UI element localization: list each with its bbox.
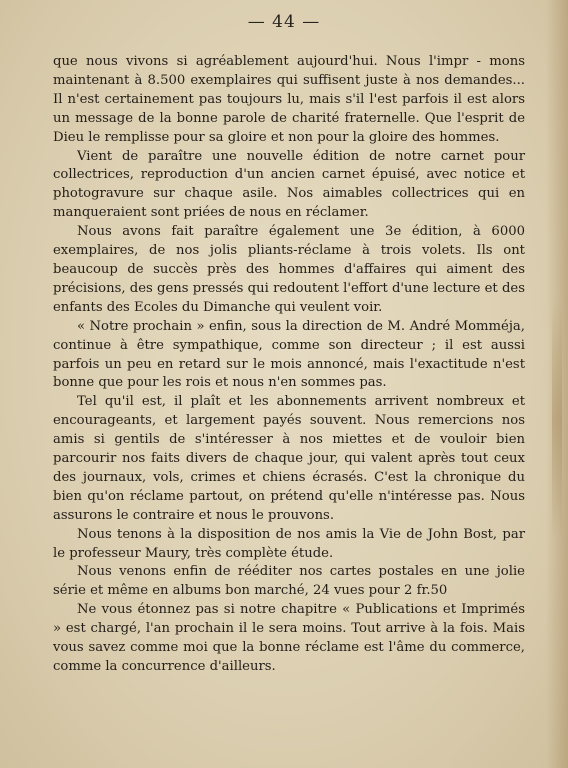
paragraph-notre-prochain: « Notre prochain » enfin, sous la direction de M. André Momméja, continue à être sympathique, comme son directeur ; il est aussi parfois un peu en retard sur le mois annoncé, mais l'exactitude n'est bonne que pour les rois et nous n'en sommes pas. <box>53 318 525 391</box>
paragraph-cartes-postales: Nous venons enfin de rééditer nos cartes postales en une jolie série et même en albums bon marché, 24 vues pour 2 fr.50 <box>53 564 525 599</box>
page-number: — 44 — <box>247 12 321 32</box>
paragraph-publications: Ne vous étonnez pas si notre chapitre « Publications et Imprimés » est chargé, l'an prochain il le sera moins. Tout arrive à la fois. Mais vous savez comme moi que la bonne réclame est l'âme du commerce, comme la concurrence d'ailleurs. <box>53 602 525 674</box>
paragraph-continued: que nous vivons si agréablement aujourd'hui. Nous l'impr - mons maintenant à 8.500 exemplaires qui suffisent juste à nos demandes... Il n'est certainement pas toujours lu, mais s'il l'est parfois il est alors un message de la bonne parole de charité fraternelle. Que l'esprit de Dieu le remplisse pour sa gloire et non pour la gloire des hommes. <box>53 54 525 145</box>
body-text <box>53 53 525 677</box>
paper-stain <box>552 300 562 540</box>
paragraph-carnet-collectrices: Vient de paraître une nouvelle édition de notre carnet pour collectrices, reproduction d'un ancien carnet épuisé, avec notice et photogravure sur chaque asile. Nos aimables collectrices qui en manqueraient sont priées de nous en réclamer. <box>53 148 525 221</box>
paragraph-vie-john-bost: Nous tenons à la disposition de nos amis la Vie de John Bost, par le professeur Maury, très complète étude. <box>53 526 525 561</box>
paragraph-pliants-reclame: Nous avons fait paraître également une 3e édition, à 6000 exemplaires, de nos jolis pliants-réclame à trois volets. Ils ont beaucoup de succès près des hommes d'affaires qui aiment des précisions, des gens pressés qui redoutent l'effort d'une lecture et des enfants des Ecoles du Dimanche qui veulent voir. <box>53 224 525 315</box>
paragraph-abonnements: Tel qu'il est, il plaît et les abonnements arrivent nombreux et encourageants, et largement payés souvent. Nous remercions nos amis si gentils de s'intéresser à nos miettes et de vouloir bien parcourir nos faits divers de chaque jour, qui valent après tout ceux des journaux, vols, crimes et chiens écrasés. C'est la chronique du bien qu'on réclame partout, on prétend qu'elle n'intéresse pas. Nous assurons le contraire et nous le prouvons. <box>53 394 525 523</box>
